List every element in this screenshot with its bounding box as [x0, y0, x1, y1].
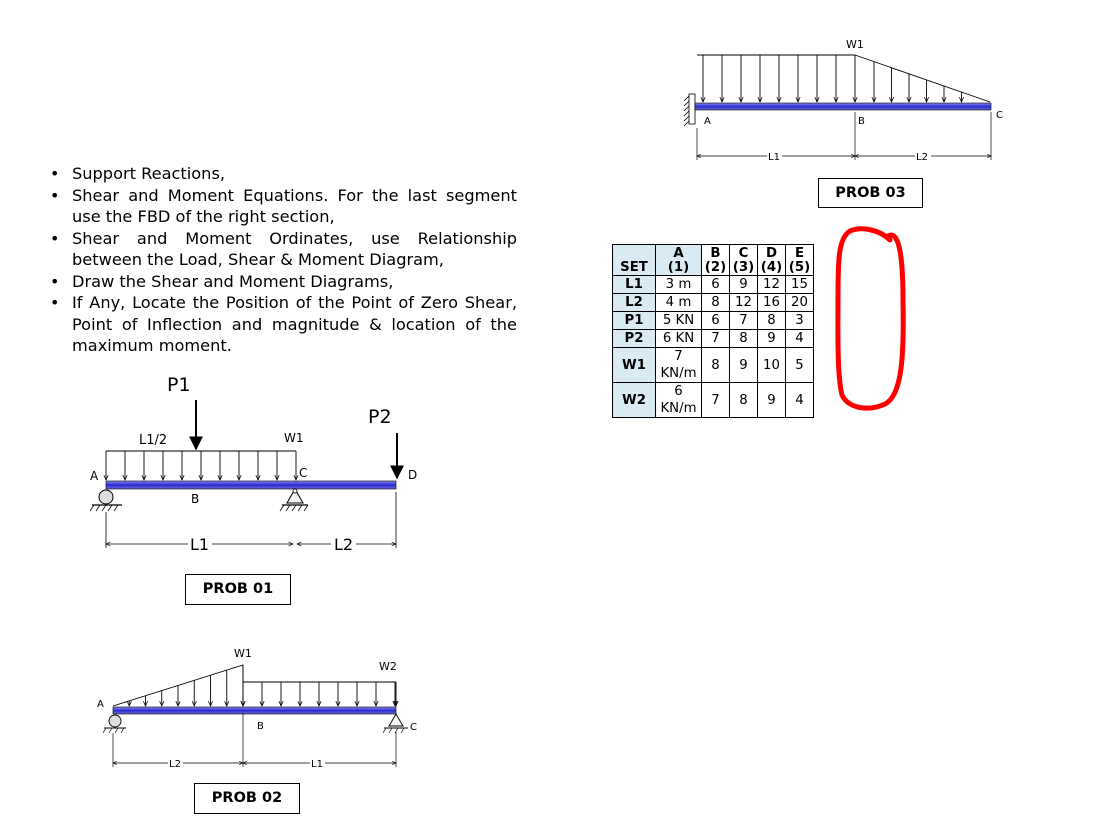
prob03-dim-l2: L2	[916, 152, 928, 163]
prob02-dim-l2: L2	[169, 759, 181, 770]
prob01-half-span-label: L1/2	[139, 433, 168, 448]
prob03-title: PROB 03	[818, 178, 923, 208]
highlight-circle	[838, 229, 903, 408]
prob02-title: PROB 02	[194, 783, 300, 814]
prob01-p2-label: P2	[368, 406, 392, 428]
prob02-w1-label: W1	[234, 647, 252, 660]
table-header-e: E (5)	[786, 245, 814, 276]
table-row: W2 6 KN/m 7 8 9 4	[613, 383, 814, 418]
prob01-w1-label: W1	[284, 431, 304, 445]
prob02-w2-label: W2	[379, 660, 397, 673]
prob02-load-arrows	[129, 665, 396, 706]
prob02-point-b: B	[257, 721, 264, 732]
prob01-roller-a	[99, 490, 113, 504]
table-row: L1 3 m 6 9 12 15	[613, 276, 814, 294]
prob02-point-a: A	[97, 699, 104, 710]
prob02-dim-l1: L1	[311, 759, 323, 770]
prob02-beam	[113, 707, 396, 714]
prob03-beam	[695, 103, 991, 110]
table-header-b: B (2)	[702, 245, 730, 276]
prob01-point-c: C	[299, 466, 308, 480]
prob03-fixed-support	[689, 94, 695, 124]
load-data-table	[612, 244, 814, 418]
prob03-point-a: A	[704, 116, 711, 127]
table-row: P1 5 KN 6 7 8 3	[613, 312, 814, 330]
table-header-c: C (3)	[730, 245, 758, 276]
prob02-pin-c	[389, 714, 403, 726]
prob03-diagram	[684, 38, 1003, 163]
table-row: L2 4 m 8 12 16 20	[613, 294, 814, 312]
prob01-title: PROB 01	[185, 574, 291, 605]
instruction-item: • Support Reactions,	[50, 163, 517, 185]
prob03-dim-l1: L1	[768, 152, 780, 163]
instruction-item: • Shear and Moment Ordinates, use Relationship between the Load, Shear & Moment Diagram,	[50, 228, 517, 271]
prob03-w1-label: W1	[846, 38, 864, 51]
prob03-point-c: C	[996, 110, 1003, 121]
table-header-d: D (4)	[758, 245, 786, 276]
prob03-point-b: B	[858, 116, 865, 127]
prob01-p1-label: P1	[167, 374, 191, 396]
table-row: P2 6 KN 7 8 9 4	[613, 330, 814, 348]
prob01-udl-arrows	[106, 451, 296, 480]
instruction-item: • Draw the Shear and Moment Diagrams,	[50, 271, 517, 293]
prob01-point-d: D	[408, 468, 418, 482]
prob02-roller-a	[109, 715, 121, 727]
prob02-diagram	[97, 647, 417, 770]
prob01-beam	[106, 481, 396, 489]
prob02-point-c: C	[410, 722, 417, 733]
prob01-dim-l1: L1	[190, 535, 210, 554]
prob01-point-a: A	[90, 469, 99, 483]
table-header-a: A (1)	[656, 245, 702, 276]
table-row: W1 7 KN/m 8 9 10 5	[613, 348, 814, 383]
prob01-point-b: B	[191, 492, 200, 506]
instruction-item: • Shear and Moment Equations. For the last segment use the FBD of the right section,	[50, 185, 517, 228]
instruction-item: • If Any, Locate the Position of the Point of Zero Shear, Point of Inflection and magnitude & location of the maximum moment.	[50, 292, 517, 357]
table-header-set: SET	[613, 245, 656, 276]
prob01-diagram	[90, 374, 417, 554]
prob01-dim-l2: L2	[334, 535, 354, 554]
